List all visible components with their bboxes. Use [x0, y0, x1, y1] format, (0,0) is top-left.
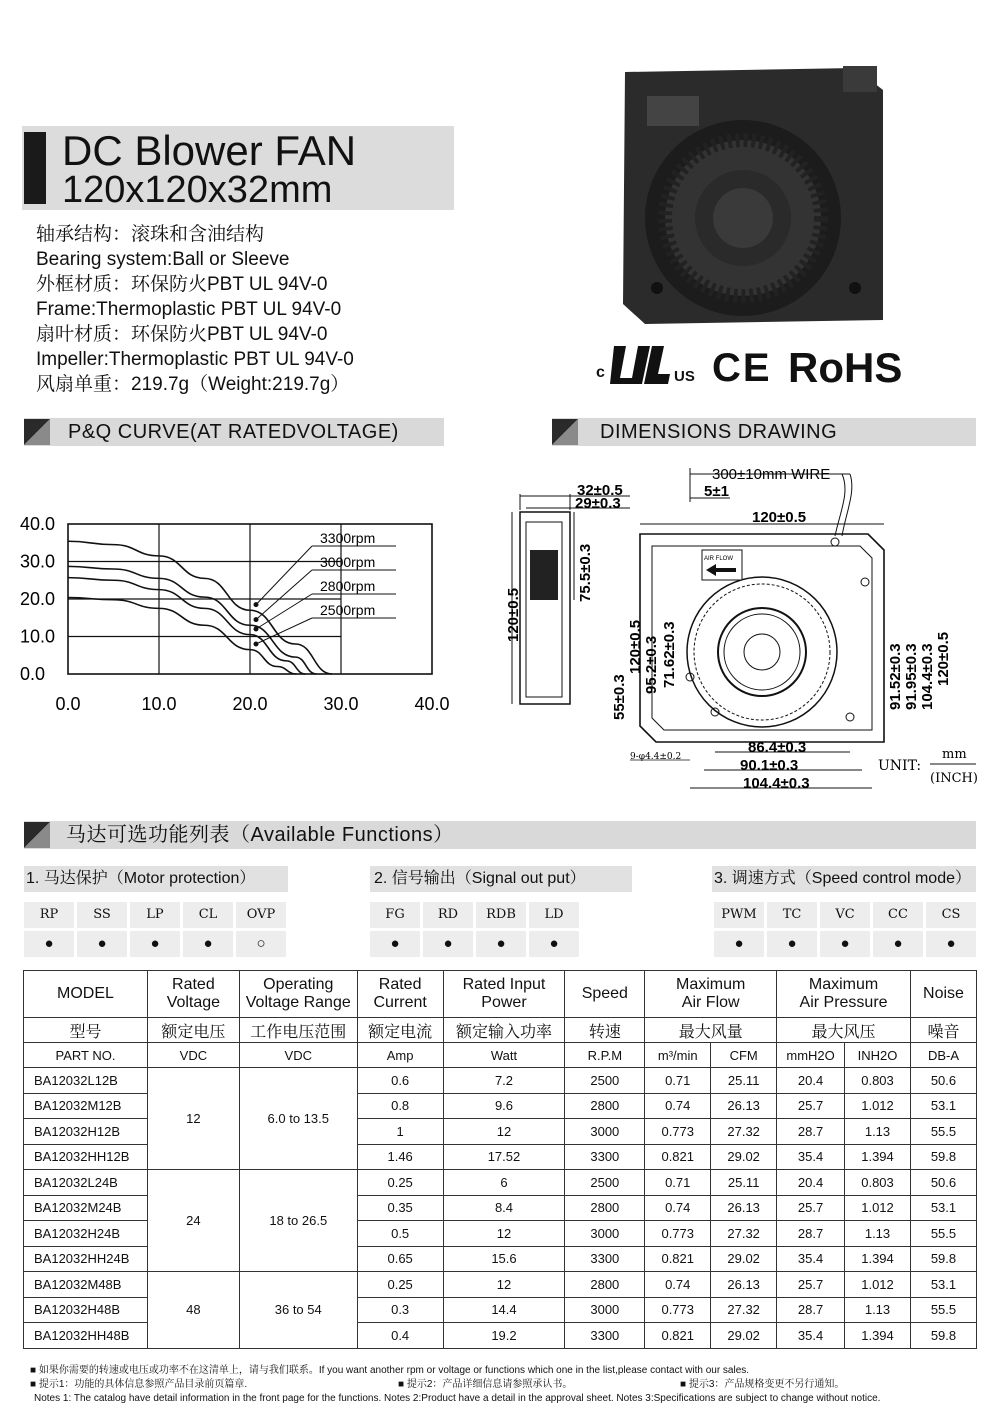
y-tick-label: 30.0 [20, 551, 56, 572]
spec-line-7: 风扇单重：219.7g（Weight:219.7g） [36, 374, 350, 395]
header-cn-speed: 转速 [565, 1018, 645, 1043]
dim-left-low: 55±0.3 [611, 674, 628, 720]
function-rd: RD ● [423, 902, 473, 957]
unit-mm: mm [942, 747, 967, 762]
cell-model: BA12032L12B [24, 1068, 148, 1094]
cell-model: BA12032HH48B [24, 1323, 148, 1349]
motor-protection-grid [24, 902, 289, 957]
cell-mmh2o: 28.7 [777, 1119, 845, 1145]
title-accent-mark [24, 132, 46, 204]
dims-section-mark [552, 419, 578, 445]
dim-left-h1: 120±0.5 [627, 619, 644, 674]
cell-power: 14.4 [443, 1297, 565, 1323]
cell-current: 0.25 [357, 1272, 443, 1298]
cell-mmh2o: 35.4 [777, 1323, 845, 1349]
unit-rpm: R.P.M [565, 1043, 645, 1068]
spec-table [23, 970, 977, 1349]
signal-output-title: 2. 信号输出（Signal out put） [374, 870, 586, 887]
cell-inh2o: 1.012 [845, 1195, 911, 1221]
cell-cfm: 27.32 [711, 1119, 777, 1145]
cell-current: 0.3 [357, 1297, 443, 1323]
dim-right-h2: 91.95±0.3 [903, 643, 920, 710]
functions-section-mark [24, 822, 50, 848]
cell-mmh2o: 20.4 [777, 1068, 845, 1094]
cell-m3min: 0.74 [645, 1272, 711, 1298]
cell-inh2o: 1.13 [845, 1119, 911, 1145]
cell-rated-voltage: 24 [147, 1170, 239, 1272]
cell-speed: 2800 [565, 1272, 645, 1298]
unit-vdc-rated: VDC [147, 1043, 239, 1068]
ce-mark: CE [712, 346, 772, 390]
dim-right-h3: 104.4±0.3 [919, 643, 936, 710]
cell-inh2o: 1.012 [845, 1093, 911, 1119]
dim-strip: 5±1 [704, 483, 729, 500]
cell-power: 15.6 [443, 1246, 565, 1272]
cell-mmh2o: 28.7 [777, 1221, 845, 1247]
dim-side-inner: 75.5±0.3 [577, 543, 594, 602]
cell-rated-voltage: 12 [147, 1068, 239, 1170]
unit-mmh2o: mmH2O [777, 1043, 845, 1068]
cell-mmh2o: 20.4 [777, 1170, 845, 1196]
cell-rated-voltage: 48 [147, 1272, 239, 1349]
cell-m3min: 0.773 [645, 1221, 711, 1247]
cell-model: BA12032H48B [24, 1297, 148, 1323]
function-vc: VC ● [820, 902, 870, 957]
cell-cfm: 25.11 [711, 1068, 777, 1094]
function-pwm: PWM ● [714, 902, 764, 957]
cell-speed: 2500 [565, 1068, 645, 1094]
functions-section-title: 马达可选功能列表（Available Functions） [66, 824, 454, 846]
cell-m3min: 0.74 [645, 1093, 711, 1119]
header-rated-voltage: Rated Voltage [147, 971, 239, 1018]
cell-mmh2o: 35.4 [777, 1144, 845, 1170]
unit-part-no: PART NO. [24, 1043, 148, 1068]
header-voltage-range: Operating Voltage Range [239, 971, 357, 1018]
spec-line-6: Impeller:Thermoplastic PBT UL 94V-0 [36, 349, 354, 370]
cell-m3min: 0.821 [645, 1323, 711, 1349]
header-cn-noise: 噪音 [910, 1018, 976, 1043]
cell-cfm: 26.13 [711, 1272, 777, 1298]
cell-noise: 59.8 [910, 1144, 976, 1170]
dim-left-h3: 71.62±0.3 [661, 621, 678, 688]
unit-watt: Watt [443, 1043, 565, 1068]
cell-model: BA12032L24B [24, 1170, 148, 1196]
dim-side-height: 120±0.5 [505, 587, 522, 642]
dim-holes: 9-φ4.4±0.2 [630, 752, 682, 762]
cell-m3min: 0.71 [645, 1170, 711, 1196]
cell-speed: 2800 [565, 1093, 645, 1119]
function-cs: CS ● [926, 902, 976, 957]
function-cc: CC ● [873, 902, 923, 957]
note-tip-1: ■ 提示1：功能的具体信息参照产品目录前页篇章. [30, 1379, 248, 1390]
cell-m3min: 0.821 [645, 1144, 711, 1170]
cell-m3min: 0.74 [645, 1195, 711, 1221]
dim-right-h4: 120±0.5 [935, 631, 952, 686]
cell-cfm: 29.02 [711, 1246, 777, 1272]
spec-line-1: 轴承结构：滚珠和含油结构 [36, 224, 265, 245]
cell-power: 12 [443, 1119, 565, 1145]
x-tick-label: 0.0 [55, 694, 81, 714]
note-tip-2: ■ 提示2：产品详细信息请参照承认书。 [398, 1379, 573, 1390]
fan-photo [615, 60, 895, 335]
header-model: MODEL [24, 971, 148, 1018]
cell-current: 0.25 [357, 1170, 443, 1196]
cell-m3min: 0.773 [645, 1297, 711, 1323]
rohs-mark: RoHS [788, 344, 903, 391]
unit-dba: DB-A [910, 1043, 976, 1068]
spec-line-2: Bearing system:Ball or Sleeve [36, 249, 290, 270]
dim-bottom-1: 86.4±0.3 [748, 739, 807, 756]
cell-m3min: 0.71 [645, 1068, 711, 1094]
function-tc: TC ● [767, 902, 817, 957]
cell-speed: 3000 [565, 1297, 645, 1323]
y-tick-label: 40.0 [20, 514, 56, 534]
cell-current: 0.4 [357, 1323, 443, 1349]
product-size: 120x120x32mm [62, 169, 333, 211]
series-label-2500rpm: 2500rpm [320, 602, 376, 618]
x-tick-label: 10.0 [141, 694, 177, 714]
table-row [24, 1068, 977, 1094]
pq-curve-chart [0, 490, 470, 730]
unit-inch: (INCH) [930, 771, 978, 786]
y-tick-label: 0.0 [20, 664, 46, 684]
unit-vdc-range: VDC [239, 1043, 357, 1068]
dim-inner-depth: 29±0.3 [575, 495, 621, 512]
series-leader [256, 570, 312, 620]
cell-mmh2o: 28.7 [777, 1297, 845, 1323]
airflow-label: AIR FLOW [704, 556, 734, 562]
series-label-3300rpm: 3300rpm [320, 530, 376, 546]
header-cn-power: 额定输入功率 [443, 1018, 565, 1043]
cell-speed: 2500 [565, 1170, 645, 1196]
cell-current: 1.46 [357, 1144, 443, 1170]
cell-speed: 3000 [565, 1221, 645, 1247]
function-fg: FG ● [370, 902, 420, 957]
cell-current: 1 [357, 1119, 443, 1145]
cell-model: BA12032H24B [24, 1221, 148, 1247]
cell-speed: 3300 [565, 1246, 645, 1272]
spec-line-4: Frame:Thermoplastic PBT UL 94V-0 [36, 299, 342, 320]
header-air-pressure: Maximum Air Pressure [777, 971, 911, 1018]
cell-inh2o: 1.13 [845, 1297, 911, 1323]
cell-cfm: 29.02 [711, 1144, 777, 1170]
note-english: Notes 1: The catalog have detail information in the front page for the functions. Notes 2:Product have a detail in the approval sheet. Notes 3:Specifications are subject to change without notice. [34, 1393, 881, 1404]
cell-cfm: 27.32 [711, 1297, 777, 1323]
table-header-cn-row [24, 1018, 977, 1043]
spec-line-5: 扇叶材质：环保防火PBT UL 94V-0 [36, 324, 328, 345]
dim-right-h1: 91.52±0.3 [887, 643, 904, 710]
dim-bottom-2: 90.1±0.3 [740, 757, 799, 774]
cell-mmh2o: 25.7 [777, 1272, 845, 1298]
function-ovp: OVP ○ [236, 902, 286, 957]
dimensions-drawing [490, 462, 990, 802]
cell-noise: 53.1 [910, 1093, 976, 1119]
cell-power: 19.2 [443, 1323, 565, 1349]
cell-noise: 55.5 [910, 1119, 976, 1145]
cell-noise: 53.1 [910, 1272, 976, 1298]
cell-speed: 3300 [565, 1144, 645, 1170]
cell-noise: 55.5 [910, 1297, 976, 1323]
y-tick-label: 20.0 [20, 589, 56, 609]
cell-noise: 59.8 [910, 1323, 976, 1349]
dim-wire: 300±10mm WIRE [712, 466, 831, 483]
header-input-power: Rated Input Power [443, 971, 565, 1018]
x-tick-label: 20.0 [232, 694, 268, 714]
product-title: DC Blower FAN [62, 127, 357, 174]
cell-inh2o: 1.394 [845, 1323, 911, 1349]
cell-current: 0.35 [357, 1195, 443, 1221]
cell-model: BA12032HH12B [24, 1144, 148, 1170]
ul-us-mark: US [674, 368, 695, 385]
header-air-flow: Maximum Air Flow [645, 971, 777, 1018]
header-cn-voltage: 额定电压 [147, 1018, 239, 1043]
cell-inh2o: 1.012 [845, 1272, 911, 1298]
dim-width-top: 120±0.5 [752, 509, 807, 526]
unit-amp: Amp [357, 1043, 443, 1068]
header-cn-range: 工作电压范围 [239, 1018, 357, 1043]
cell-inh2o: 1.13 [845, 1221, 911, 1247]
cell-cfm: 26.13 [711, 1093, 777, 1119]
cell-m3min: 0.821 [645, 1246, 711, 1272]
table-units-row [24, 1043, 977, 1068]
cell-noise: 50.6 [910, 1068, 976, 1094]
cell-model: BA12032HH24B [24, 1246, 148, 1272]
ul-c-mark: c [596, 364, 605, 381]
cell-cfm: 25.11 [711, 1170, 777, 1196]
x-tick-label: 30.0 [323, 694, 359, 714]
cell-model: BA12032M48B [24, 1272, 148, 1298]
cell-mmh2o: 35.4 [777, 1246, 845, 1272]
cell-inh2o: 0.803 [845, 1170, 911, 1196]
function-ss: SS ● [77, 902, 127, 957]
cell-power: 9.6 [443, 1093, 565, 1119]
cell-current: 0.65 [357, 1246, 443, 1272]
cell-noise: 50.6 [910, 1170, 976, 1196]
cell-cfm: 29.02 [711, 1323, 777, 1349]
speed-control-title: 3. 调速方式（Speed control mode） [714, 870, 971, 887]
cell-inh2o: 1.394 [845, 1246, 911, 1272]
cell-voltage-range: 6.0 to 13.5 [239, 1068, 357, 1170]
cell-model: BA12032H12B [24, 1119, 148, 1145]
pq-section-title: P&Q CURVE(AT RATEDVOLTAGE) [68, 421, 399, 443]
motor-protection-title: 1. 马达保护（Motor protection） [26, 870, 256, 887]
cell-cfm: 27.32 [711, 1221, 777, 1247]
unit-cfm: CFM [711, 1043, 777, 1068]
y-tick-label: 10.0 [20, 626, 56, 647]
header-cn-airflow: 最大风量 [645, 1018, 777, 1043]
cell-power: 7.2 [443, 1068, 565, 1094]
cell-power: 12 [443, 1272, 565, 1298]
header-rated-current: Rated Current [357, 971, 443, 1018]
cell-model: BA12032M12B [24, 1093, 148, 1119]
note-contact: ■ 如果你需要的转速或电压或功率不在这清单上，请与我们联系。If you want another rpm or voltage or functions which one in the list,please contact with our sales. [30, 1365, 750, 1376]
series-label-3000rpm: 3000rpm [320, 554, 376, 570]
cell-speed: 3000 [565, 1119, 645, 1145]
note-tip-3: ■ 提示3：产品规格变更不另行通知。 [680, 1379, 845, 1390]
spec-line-3: 外框材质：环保防火PBT UL 94V-0 [36, 274, 328, 295]
unit-label: UNIT: [878, 758, 922, 774]
header-speed: Speed [565, 971, 645, 1018]
series-leader [256, 546, 312, 605]
series-line-3000rpm [68, 566, 316, 674]
unit-m3min: m³/min [645, 1043, 711, 1068]
table-header-row [24, 971, 977, 1018]
cell-speed: 2800 [565, 1195, 645, 1221]
function-cl: CL ● [183, 902, 233, 957]
cell-current: 0.5 [357, 1221, 443, 1247]
speed-control-grid [714, 902, 979, 957]
function-rp: RP ● [24, 902, 74, 957]
cell-power: 12 [443, 1221, 565, 1247]
signal-output-grid [370, 902, 582, 957]
pq-section-mark [24, 419, 50, 445]
cell-model: BA12032M24B [24, 1195, 148, 1221]
cell-inh2o: 0.803 [845, 1068, 911, 1094]
cell-noise: 55.5 [910, 1221, 976, 1247]
cell-voltage-range: 36 to 54 [239, 1272, 357, 1349]
dims-section-title: DIMENSIONS DRAWING [600, 421, 838, 443]
cell-power: 8.4 [443, 1195, 565, 1221]
cell-mmh2o: 25.7 [777, 1093, 845, 1119]
cell-noise: 53.1 [910, 1195, 976, 1221]
cell-power: 6 [443, 1170, 565, 1196]
cell-noise: 59.8 [910, 1246, 976, 1272]
cell-mmh2o: 25.7 [777, 1195, 845, 1221]
cell-current: 0.6 [357, 1068, 443, 1094]
function-lp: LP ● [130, 902, 180, 957]
dim-depth: 32±0.5 [577, 482, 623, 499]
table-row [24, 1170, 977, 1196]
unit-inh2o: INH2O [845, 1043, 911, 1068]
cell-power: 17.52 [443, 1144, 565, 1170]
dim-bottom-3: 104.4±0.3 [743, 775, 810, 792]
table-row [24, 1272, 977, 1298]
header-cn-current: 额定电流 [357, 1018, 443, 1043]
header-cn-pressure: 最大风压 [777, 1018, 911, 1043]
header-noise: Noise [910, 971, 976, 1018]
cell-speed: 3300 [565, 1323, 645, 1349]
cell-current: 0.8 [357, 1093, 443, 1119]
series-label-2800rpm: 2800rpm [320, 578, 376, 594]
cell-m3min: 0.773 [645, 1119, 711, 1145]
cell-inh2o: 1.394 [845, 1144, 911, 1170]
x-tick-label: 40.0 [414, 694, 450, 714]
function-rdb: RDB ● [476, 902, 526, 957]
cell-cfm: 26.13 [711, 1195, 777, 1221]
dim-left-h2: 95.2±0.3 [643, 635, 660, 694]
ul-logo-icon [606, 344, 672, 386]
series-line-2500rpm [68, 598, 296, 675]
header-cn-model: 型号 [24, 1018, 148, 1043]
function-ld: LD ● [529, 902, 579, 957]
cell-voltage-range: 18 to 26.5 [239, 1170, 357, 1272]
